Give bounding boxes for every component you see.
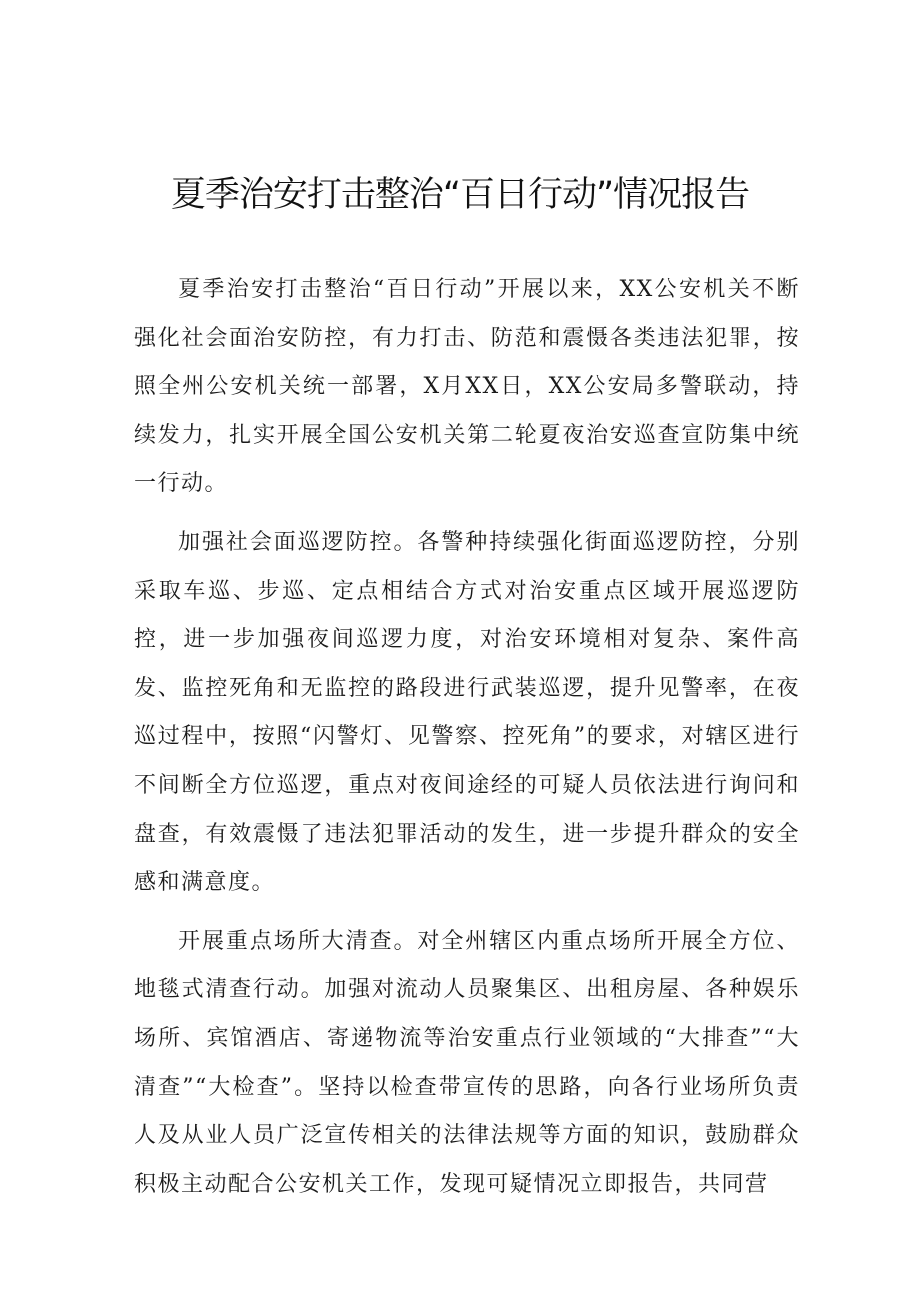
paragraph-inspection: 开展重点场所大清查。对全州辖区内重点场所开展全方位、地毯式清查行动。加强对流动人员聚集区、出租房屋、各种娱乐场所、宾馆酒店、寄递物流等治安重点行业领域的“大排查”“大清查”“大检查”。坚持以检查带宣传的思路，向各行业场所负责人及从业人员广泛宣传相关的法律法规等方面的知识，鼓励群众积极主动配合公安机关工作，发现可疑情况立即报告，共同营 (134, 928, 800, 1197)
document-body (134, 266, 800, 1209)
paragraph-patrol: 加强社会面巡逻防控。各警种持续强化街面巡逻防控，分别采取车巡、步巡、定点相结合方式对治安重点区域开展巡逻防控，进一步加强夜间巡逻力度，对治安环境相对复杂、案件高发、监控死角和无监控的路段进行武装巡逻，提升见警率，在夜巡过程中，按照“闪警灯、见警察、控死角”的要求，对辖区进行不间断全方位巡逻，重点对夜间途经的可疑人员依法进行询问和盘查，有效震慑了违法犯罪活动的发生，进一步提升群众的安全感和满意度。 (134, 529, 800, 896)
paragraph-intro: 夏季治安打击整治“百日行动”开展以来，XX公安机关不断强化社会面治安防控，有力打击、防范和震慑各类违法犯罪，按照全州公安机关统一部署，X月XX日，XX公安局多警联动，持续发力，扎实开展全国公安机关第二轮夏夜治安巡查宣防集中统一行动。 (134, 277, 800, 497)
document-title: 夏季治安打击整治“百日行动”情况报告 (170, 175, 750, 215)
